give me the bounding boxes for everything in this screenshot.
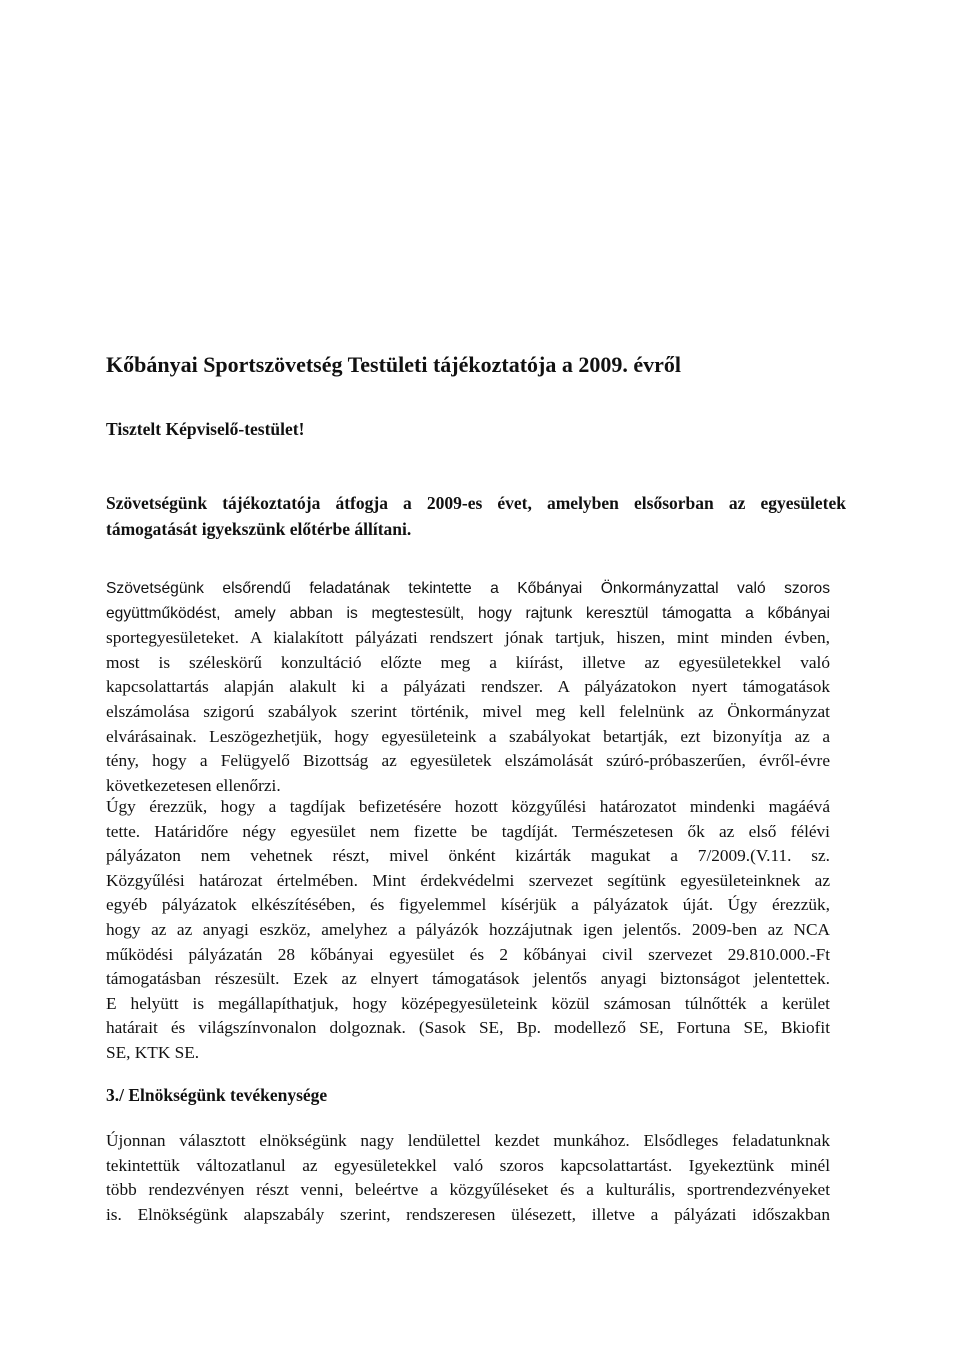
paragraph-line: egyéb pályázatok elkészítésében, és figyelemmel kísérjük a pályázatok úját. Úgy érezzük, [106,895,830,915]
paragraph-line: sportegyesületeket. A kialakított pályázati rendszert jónak tartjuk, hiszen, mint minden évben, [106,628,830,648]
section-heading: 3./ Elnökségünk tevékenysége [106,1085,328,1105]
paragraph-line: több rendezvényen részt venni, beleértve a közgyűléseket és a kulturális, sportrendezvényeket [106,1180,830,1200]
paragraph-line: hogy az az anyagi eszköz, amelyhez a pályázók hozzájutnak igen jelentős. 2009-ben az NCA [106,919,830,939]
lead-line: Szövetségünk tájékoztatója átfogja a 2009-es évet, amelyben elsősorban az egyesületek [106,493,846,513]
document-title: Kőbányai Sportszövetség Testületi tájékoztatója a 2009. évről [106,352,681,377]
paragraph-line: elvárásainak. Leszögezhetjük, hogy egyesületeink a szabályokat betartják, ezt bizonyítja az a [106,726,830,746]
paragraph-line: elszámolása szigorú szabályok szerint történik, mivel meg kell felelnünk az Önkormányzat [106,701,830,721]
lead-paragraph [106,490,846,542]
paragraph-line: E helyütt is megállapíthatjuk, hogy középegyesületeink közül számosan túlnőtték a kerület [106,993,830,1013]
paragraph-line: SE, KTK SE. [106,1042,200,1062]
paragraph-line: együttműködést, amely abban is megtestesült, hogy rajtunk keresztül támogatta a kőbányai [106,604,830,622]
paragraph-line: Szövetségünk elsőrendű feladatának tekintette a Kőbányai Önkormányzattal való szoros [106,580,830,597]
paragraph-line: tette. Határidőre négy egyesület nem fizette be tagdíját. Természetesen ők az első félévi [106,821,830,841]
paragraph-line: most is széleskörű konzultáció előzte meg a kiírást, illetve az egyesületekkel való [106,652,830,672]
lead-line: támogatását igyekszünk előtérbe állítani. [106,519,412,539]
paragraph-line: pályázaton nem vehetnek részt, mivel önként kizárták magukat a 7/2009.(V.11. sz. [106,846,830,866]
paragraph-line: is. Elnökségünk alapszabály szerint, rendszeresen ülésezett, illetve a pályázati időszakban [106,1204,830,1224]
paragraph-line: támogatásban részesült. Ezek az elnyert támogatások jelentős anyagi biztonságot jelentettek. [106,969,830,989]
paragraph-cooperation [106,577,830,798]
paragraph-line: Úgy érezzük, hogy a tagdíjak befizetésére hozott közgyűlési határozatot mindenki magáévá [106,797,830,816]
paragraph-line: kapcsolattartás alapján alakult ki a pályázati rendszer. A pályázatokon nyert támogatások [106,677,830,697]
paragraph-line: működési pályázatán 28 kőbányai egyesület és 2 kőbányai civil szervezet 29.810.000.-Ft [106,944,830,964]
salutation: Tisztelt Képviselő-testület! [106,419,305,439]
paragraph-line: határait és világszínvonalon dolgoznak. (Sasok SE, Bp. modellező SE, Fortuna SE, Bkiofit [106,1018,830,1038]
paragraph-line: tekintettük változatlanul az egyesületekkel való szoros kapcsolattartást. Igyekeztünk minél [106,1155,830,1175]
paragraph-line: Közgyűlési határozat értelmében. Mint érdekvédelmi szervezet segítünk egyesületeinknek az [106,870,830,890]
paragraph-membership-fees [106,795,830,1066]
paragraph-line: Újonnan választott elnökségünk nagy lendülettel kezdet munkához. Elsődleges feladatunknak [106,1131,830,1150]
paragraph-board-activity [106,1129,830,1227]
paragraph-line: következetesen ellenőrzi. [106,775,281,795]
paragraph-line: tény, hogy a Felügyelő Bizottság az egyesületek elszámolását szúró-próbaszerűen, évről-évre [106,751,830,771]
